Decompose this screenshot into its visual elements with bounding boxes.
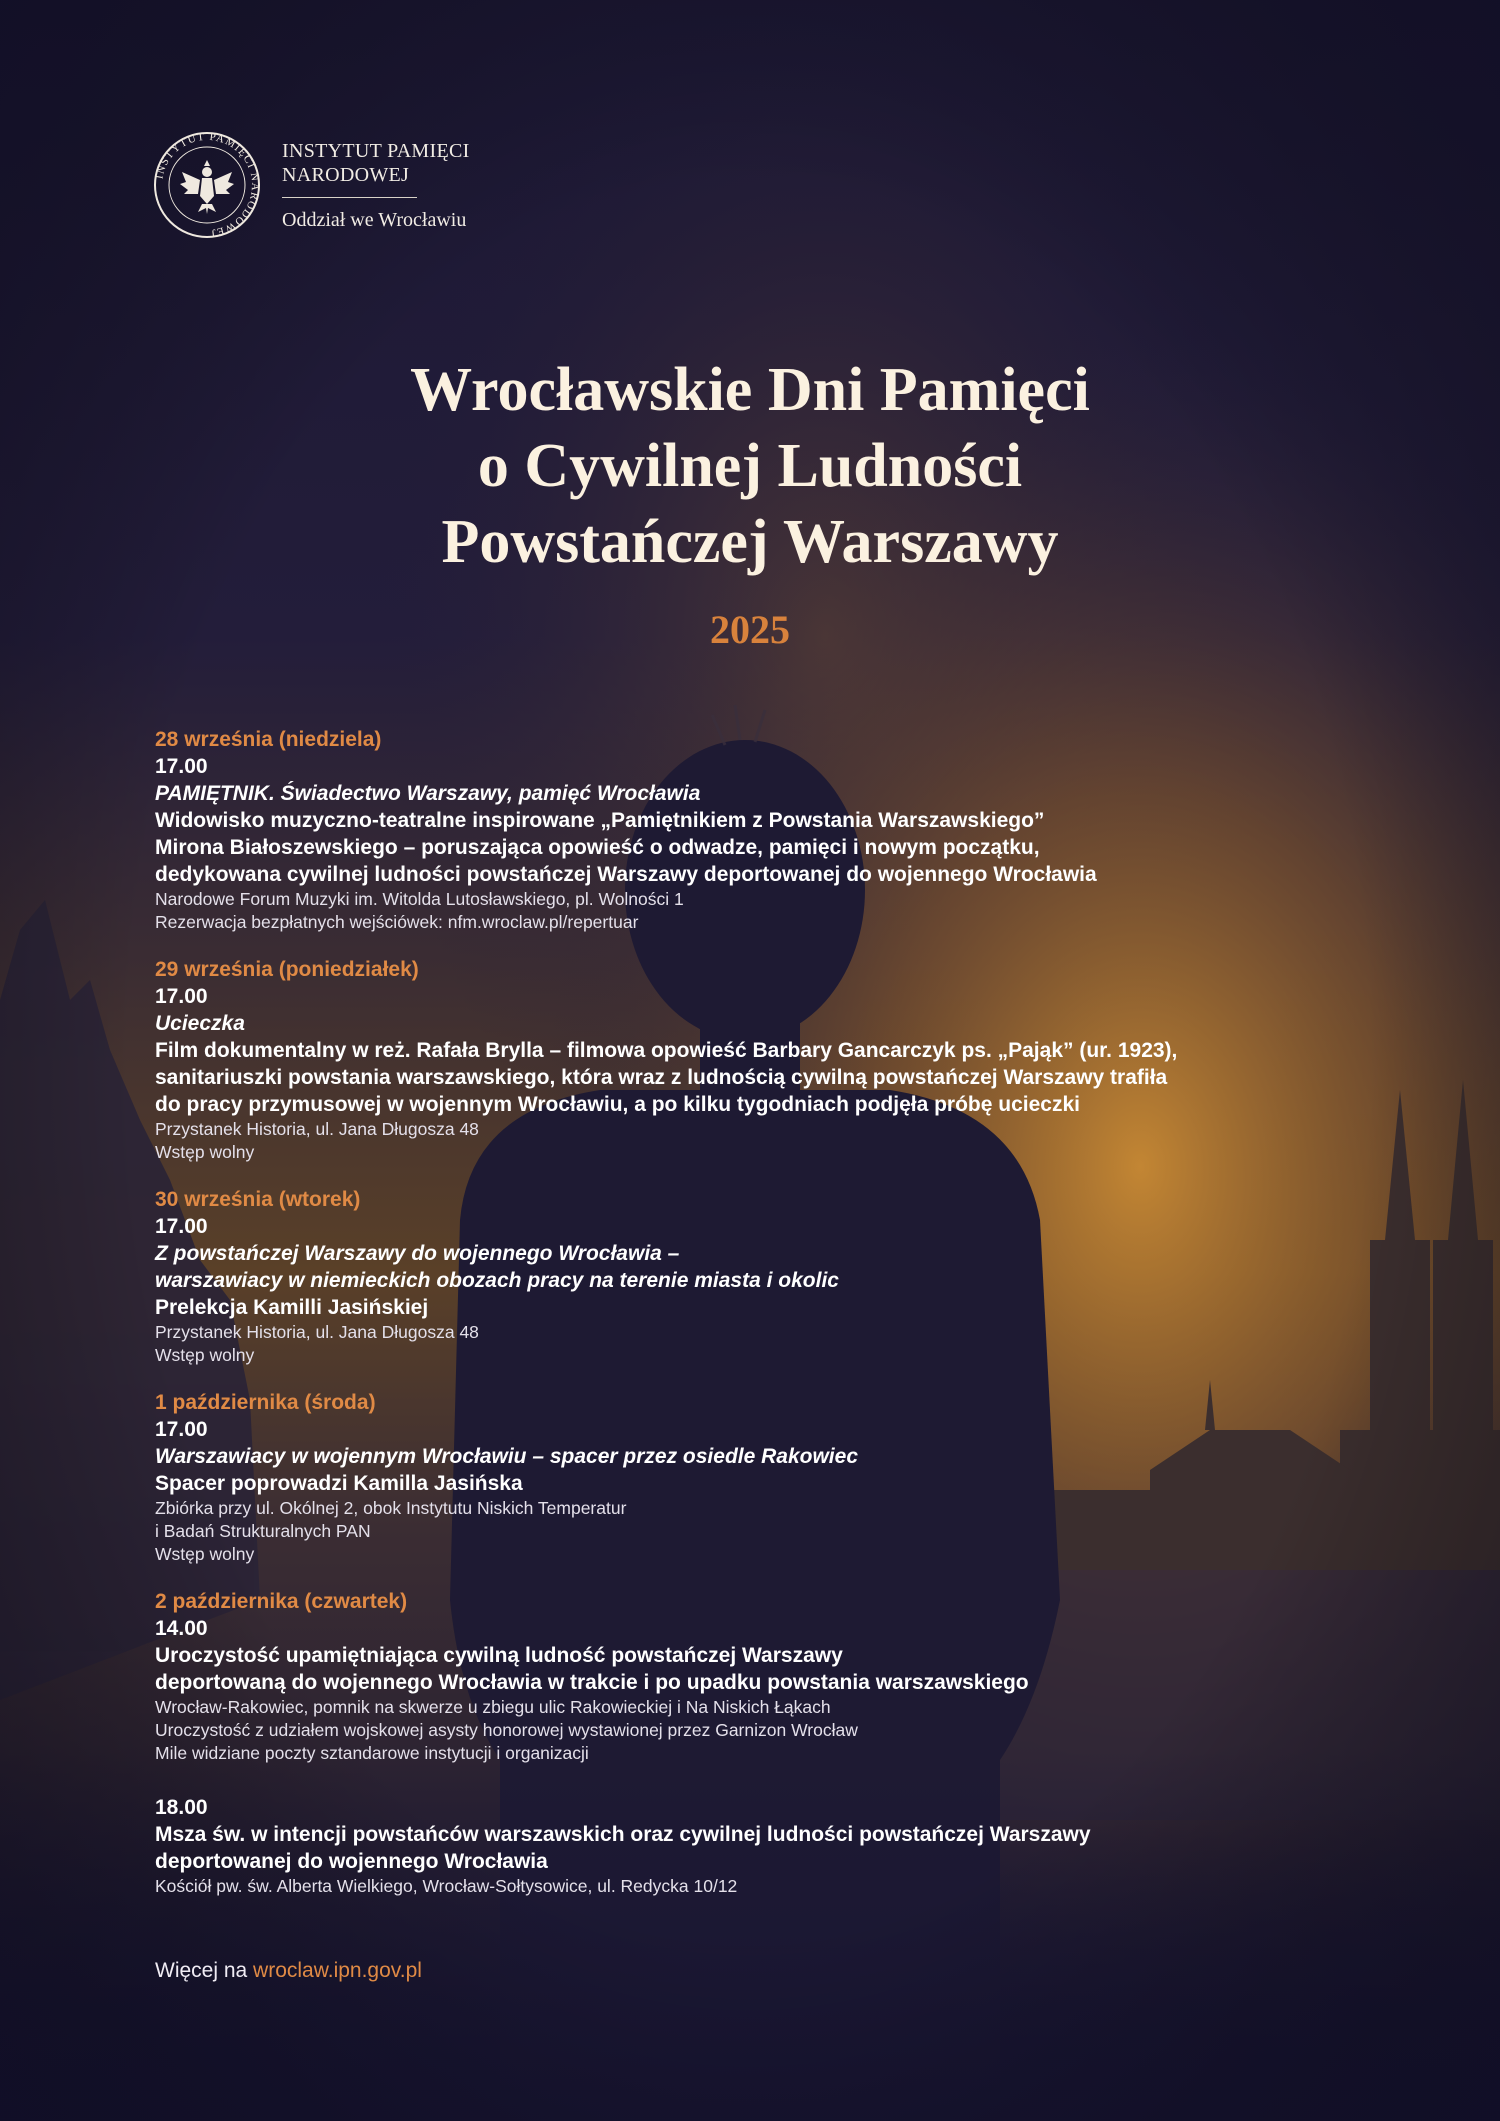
- more-info: [155, 1957, 422, 1985]
- event-detail: Narodowe Forum Muzyki im. Witolda Lutosławskiego, pl. Wolności 1: [155, 889, 684, 909]
- title-line-1: Wrocławskie Dni Pamięci: [410, 356, 1090, 424]
- event-time: 17.00: [155, 985, 208, 1008]
- more-label: Więcej na: [155, 1959, 248, 1982]
- event-time: 17.00: [155, 1418, 208, 1441]
- event-detail: Kościół pw. św. Alberta Wielkiego, Wrocław-Sołtysowice, ul. Redycka 10/12: [155, 1876, 738, 1896]
- event-title: Z powstańczej Warszawy do wojennego Wrocławia –: [155, 1242, 680, 1265]
- event-title: PAMIĘTNIK. Świadectwo Warszawy, pamięć Wrocławia: [155, 782, 701, 805]
- event-item: [155, 956, 1415, 1164]
- event-detail: Uroczystość z udziałem wojskowej asysty honorowej wystawionej przez Garnizon Wrocław: [155, 1720, 858, 1740]
- event-item: [155, 1389, 1415, 1566]
- event-date: 1 października (środa): [155, 1391, 376, 1414]
- event-item: [155, 726, 1415, 934]
- event-time: 14.00: [155, 1617, 208, 1640]
- event-date: 30 września (wtorek): [155, 1188, 361, 1211]
- event-description: do pracy przymusowej w wojennym Wrocławiu, a po kilku tygodniach podjęła próbę ucieczki: [155, 1093, 1080, 1116]
- institute-name-line1: INSTYTUT PAMIĘCI: [282, 139, 470, 162]
- website-link[interactable]: wroclaw.ipn.gov.pl: [253, 1959, 422, 1982]
- event-description: deportowaną do wojennego Wrocławia w trakcie i po upadku powstania warszawskiego: [155, 1671, 1029, 1694]
- poster-title: [0, 352, 1500, 580]
- logo-divider: [282, 197, 417, 198]
- event-detail: Wstęp wolny: [155, 1544, 255, 1564]
- event-description: dedykowana cywilnej ludności powstańczej Warszawy deportowanej do wojennego Wrocławia: [155, 863, 1097, 886]
- event-title: Warszawiacy w wojennym Wrocławiu – spacer przez osiedle Rakowiec: [155, 1445, 858, 1468]
- event-description: Spacer poprowadzi Kamilla Jasińska: [155, 1472, 523, 1495]
- event-description: Uroczystość upamiętniająca cywilną ludność powstańczej Warszawy: [155, 1644, 843, 1667]
- seal-text: INSTYTUT PAMIĘCI NARODOWEJ: [153, 130, 262, 239]
- branch-name: Oddział we Wrocławiu: [282, 208, 467, 231]
- event-detail: Wrocław-Rakowiec, pomnik na skwerze u zbiegu ulic Rakowieckiej i Na Niskich Łąkach: [155, 1697, 831, 1717]
- institute-name-line2: NARODOWEJ: [282, 163, 410, 186]
- poster-year: 2025: [710, 607, 790, 652]
- event-description: Widowisko muzyczno-teatralne inspirowane „Pamiętnikiem z Powstania Warszawskiego”: [155, 809, 1045, 832]
- event-item: [155, 1795, 1415, 1898]
- title-line-3: Powstańczej Warszawy: [441, 508, 1059, 576]
- event-time: 17.00: [155, 1215, 208, 1238]
- event-detail: i Badań Strukturalnych PAN: [155, 1521, 371, 1541]
- event-date: 28 września (niedziela): [155, 728, 382, 751]
- event-detail: Przystanek Historia, ul. Jana Długosza 48: [155, 1119, 479, 1139]
- event-date: 2 października (czwartek): [155, 1590, 408, 1613]
- event-description: Film dokumentalny w reż. Rafała Brylla – filmowa opowieść Barbary Gancarczyk ps. „Pająk” (ur. 1923),: [155, 1039, 1178, 1062]
- event-description: Mirona Białoszewskiego – poruszająca opowieść o odwadze, pamięci i nowym początku,: [155, 836, 1040, 859]
- event-detail: Wstęp wolny: [155, 1142, 255, 1162]
- event-detail: Rezerwacja bezpłatnych wejściówek: nfm.wroclaw.pl/repertuar: [155, 912, 639, 932]
- event-description: deportowanej do wojennego Wrocławia: [155, 1850, 548, 1873]
- event-date: 29 września (poniedziałek): [155, 958, 419, 981]
- title-line-2: o Cywilnej Ludności: [477, 432, 1023, 500]
- event-detail: Przystanek Historia, ul. Jana Długosza 48: [155, 1322, 479, 1342]
- event-detail: Wstęp wolny: [155, 1345, 255, 1365]
- event-description: sanitariuszki powstania warszawskiego, która wraz z ludnością cywilną powstańczej Warszawy trafiła: [155, 1066, 1168, 1089]
- ipn-logo: [152, 130, 470, 240]
- event-item: [155, 1186, 1415, 1367]
- event-description: Msza św. w intencji powstańców warszawskich oraz cywilnej ludności powstańczej Warszawy: [155, 1823, 1091, 1846]
- event-detail: Mile widziane poczty sztandarowe instytucji i organizacji: [155, 1743, 589, 1763]
- event-program: [155, 726, 1415, 1920]
- event-description: Prelekcja Kamilli Jasińskiej: [155, 1296, 429, 1319]
- event-item: [155, 1588, 1415, 1765]
- event-time: 18.00: [155, 1796, 208, 1819]
- event-title: Ucieczka: [155, 1012, 245, 1035]
- event-time: 17.00: [155, 755, 208, 778]
- logo-text: [282, 139, 470, 232]
- event-detail: Zbiórka przy ul. Okólnej 2, obok Instytutu Niskich Temperatur: [155, 1498, 627, 1518]
- event-title: warszawiacy w niemieckich obozach pracy na terenie miasta i okolic: [155, 1269, 839, 1292]
- eagle-seal-icon: [152, 130, 262, 240]
